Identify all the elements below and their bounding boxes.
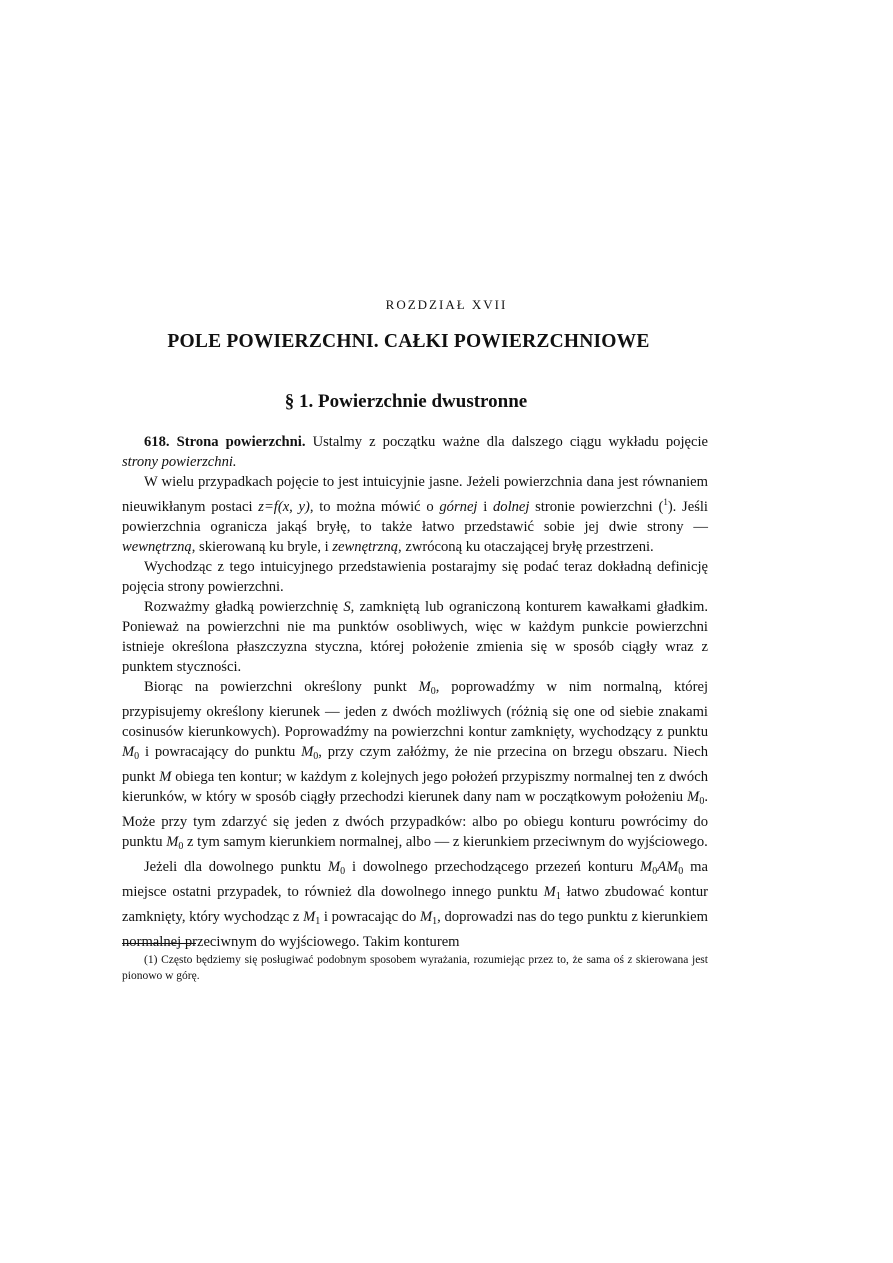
body-text xyxy=(122,432,708,952)
paragraph-normalna: Biorąc na powierzchni określony punkt $M_0$, poprowadźmy w nim normalną, której przypisujemy określony kierunek — jeden z dwóch możliwych (różnią się one od siebie znakami cosinusów kierunkowych). Poprowadźmy na powierzchni kontur zamknięty, wychodzący z punktu $M_0$ i powracający do punktu $M_0$, przy czym załóżmy, że nie przecina on brzegu obszaru. Niech punkt M obiega ten kontur; w każdym z kolejnych jego położeń przypiszmy normalnej ten z dwóch kierunków, w który w sposób ciągły przechodzi kierunek dany nam w początkowym położeniu $M_0$. Może przy tym zdarzyć się jeden z dwóch przypadków: albo po obiegu konturu powrócimy do punktu $M_0$ z tym samym kierunkiem normalnej, albo — z kierunkiem przeciwnym do wyjściowego. xyxy=(122,678,709,852)
paragraph-intuicja: W wielu przypadkach pojęcie to jest intuicyjnie jasne. Jeżeli powierzchnia dana jest równaniem nieuwikłanym postaci z=f(x, y), to można mówić o górnej i dolnej stronie powierzchni ($^1$). Jeśli powierzchnia ogranicza jakąś bryłę, to także łatwo przedstawić sobie jej dwie strony — wewnętrzną, skierowaną ku bryle, i zewnętrzną, zwróconą ku otaczającej bryłę przestrzeni. xyxy=(122,474,708,555)
term-zewnetrzna: zewnętrzną xyxy=(332,538,399,555)
footnote-mark: (1) xyxy=(144,954,158,966)
formula-explicit: z=f(x, y) xyxy=(258,498,310,515)
article-heading: Strona powierzchni. xyxy=(176,434,306,450)
chapter-title: POLE POWIERZCHNI. CAŁKI POWIERZCHNIOWE xyxy=(167,331,650,352)
section-title: § 1. Powierzchnie dwustronne xyxy=(284,391,528,412)
footnote-ref: 1 xyxy=(663,497,668,507)
paragraph-gladka: Rozważmy gładką powierzchnię S, zamkniętą lub ograniczoną konturem kawałkami gładkim. Ponieważ na powierzchni nie ma punktów osobliwych, więc w każdym punkcie powierzchni istnieje określona płaszczyzna styczna, której położenie zmienia się w sposób ciągły wraz z punktem styczności. xyxy=(122,598,708,675)
term-wewnetrzna: wewnętrzną xyxy=(122,538,192,555)
term-dolna: dolnej xyxy=(492,498,530,515)
chapter-label: ROZDZIAŁ XVII xyxy=(385,297,508,312)
article-number: 618. xyxy=(144,434,170,450)
footnote: (1) Często będziemy się posługiwać podobnym sposobem wyrażania, rozumiejąc przez to, że sama oś z skierowana jest pionowo w górę. xyxy=(122,954,708,982)
term-strony-powierzchni: strony powierzchni. xyxy=(122,454,237,470)
term-gorna: górnej xyxy=(439,498,478,515)
paragraph-definicja: Wychodząc z tego intuicyjnego przedstawienia postarajmy się podać teraz dokładną definicję pojęcia strony powierzchni. xyxy=(122,558,708,595)
footnote-divider xyxy=(122,943,196,944)
paragraph-kontur: Jeżeli dla dowolnego punktu $M_0$ i dowolnego przechodzącego przezeń konturu $M_0AM_0$ ma miejsce ostatni przypadek, to również dla dowolnego innego punktu $M_1$ łatwo zbudować kontur zamknięty, który wychodząc z $M_1$ i powracając do $M_1$, doprowadzi nas do tego punktu z kierunkiem normalnej przeciwnym do wyjściowego. Takim konturem xyxy=(122,858,709,950)
paragraph-618: 618. Strona powierzchni. Ustalmy z początku ważne dla dalszego ciągu wykładu pojęcie strony powierzchni. xyxy=(122,434,709,470)
